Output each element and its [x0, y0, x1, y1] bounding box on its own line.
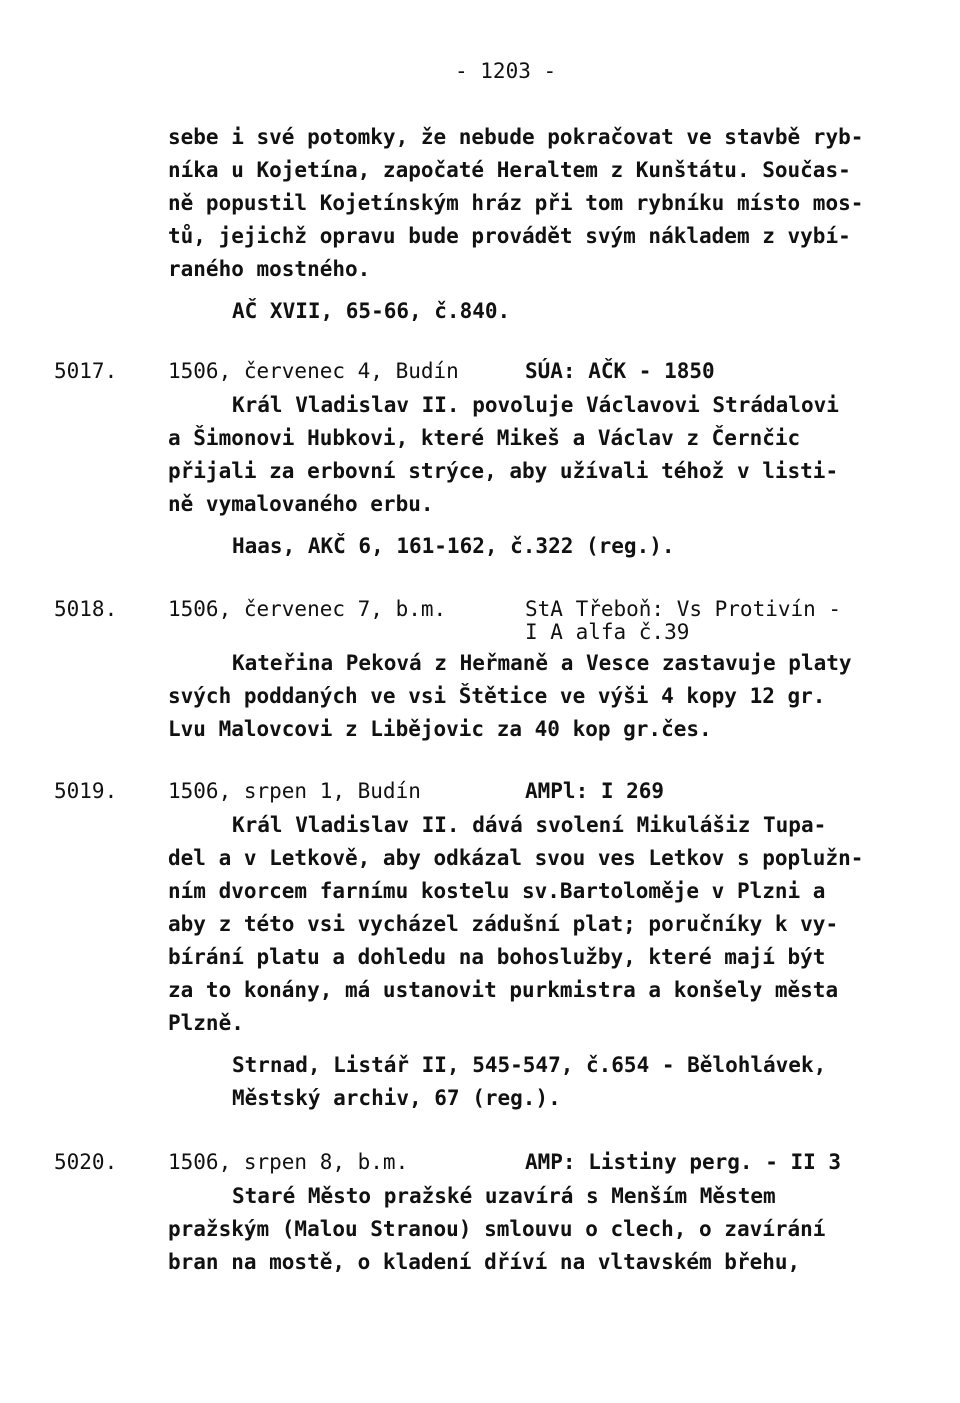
entry-archive: SÚA: AČK - 1850 [525, 359, 715, 383]
entry-line: a Šimonovi Hubkovi, které Mikeš a Václav z Černčic [168, 426, 801, 450]
entry-source: Haas, AKČ 6, 161-162, č.322 (reg.). [232, 534, 675, 558]
entry-number: 5019. [54, 779, 118, 803]
intro-line: raného mostného. [168, 257, 371, 281]
intro-line: tů, jejichž opravu bude provádět svým nákladem z vybí- [168, 224, 851, 248]
entry-header: 1506, srpen 1, Budín [168, 779, 421, 803]
entry-line: Král Vladislav II. povoluje Václavovi Strádalovi [232, 393, 839, 417]
entry-source: Strnad, Listář II, 545-547, č.654 - Bělohlávek, [232, 1053, 827, 1077]
entry-line: del a v Letkově, aby odkázal svou ves Letkov s poplužn- [168, 846, 864, 870]
entry-line: za to konány, má ustanovit purkmistra a konšely města [168, 978, 839, 1002]
entry-line: ně vymalovaného erbu. [168, 492, 434, 516]
entry-number: 5017. [54, 359, 118, 383]
entry-number: 5020. [54, 1150, 118, 1174]
entry-line: Král Vladislav II. dává svolení Mikulášiz Tupa- [232, 813, 827, 837]
intro-line: ně popustil Kojetínským hráz při tom rybníku místo mos- [168, 191, 864, 215]
entry-line: Staré Město pražské uzavírá s Menším Městem [232, 1184, 776, 1208]
entry-line: pražským (Malou Stranou) smlouvu o clech, o zavírání [168, 1217, 826, 1241]
intro-line: níka u Kojetína, započaté Heraltem z Kunštátu. Součas- [168, 158, 851, 182]
entry-line: aby z této vsi vycházel zádušní plat; poručníky k vy- [168, 912, 839, 936]
entry-line: přijali za erbovní strýce, aby užívali téhož v listi- [168, 459, 839, 483]
page-number: - 1203 - [455, 59, 557, 83]
entry-line: ním dvorcem farnímu kostelu sv.Bartoloměje v Plzni a [168, 879, 826, 903]
entry-header: 1506, srpen 8, b.m. [168, 1150, 409, 1174]
entry-line: bírání platu a dohledu na bohoslužby, které mají být [168, 945, 826, 969]
entry-line: bran na mostě, o kladení dříví na vltavském břehu, [168, 1250, 801, 1274]
entry-source: Městský archiv, 67 (reg.). [232, 1086, 561, 1110]
entry-line: svých poddaných ve vsi Štětice ve výši 4 kopy 12 gr. [168, 684, 826, 708]
entry-archive: AMP: Listiny perg. - II 3 [525, 1150, 842, 1174]
entry-line: Lvu Malovcovi z Libějovic za 40 kop gr.čes. [168, 717, 712, 741]
entry-header: 1506, červenec 7, b.m. [168, 597, 447, 621]
entry-archive: AMPl: I 269 [525, 779, 665, 803]
entry-line: Plzně. [168, 1011, 244, 1035]
entry-header: 1506, červenec 4, Budín [168, 359, 459, 383]
intro-line: sebe i své potomky, že nebude pokračovat ve stavbě ryb- [168, 125, 864, 149]
entry-line: Kateřina Peková z Heřmaně a Vesce zastavuje platy [232, 651, 852, 675]
entry-number: 5018. [54, 597, 118, 621]
intro-source: AČ XVII, 65-66, č.840. [232, 299, 511, 323]
entry-archive-cont: I A alfa č.39 [525, 620, 690, 644]
entry-archive: StA Třeboň: Vs Protivín - [525, 597, 842, 621]
